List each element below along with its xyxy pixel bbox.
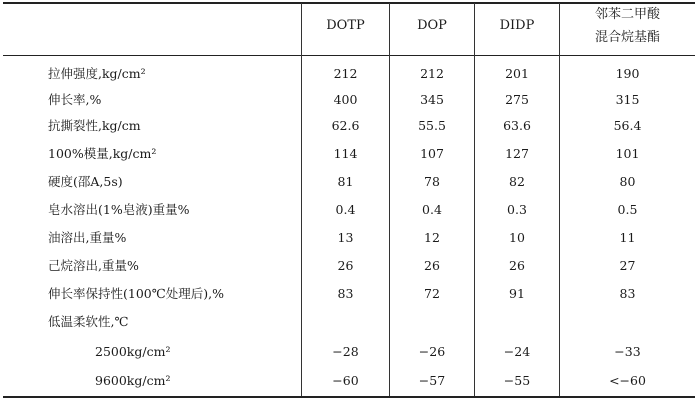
cell-dop: 55.5 <box>418 118 446 133</box>
cell-dop: 26 <box>424 258 440 273</box>
table-top-rule <box>3 2 695 4</box>
row-label: 硬度(邵A,5s) <box>48 174 123 189</box>
cell-didp: 127 <box>505 146 529 161</box>
column-header-mixed-alkyl-line1: 邻苯二甲酸 <box>594 7 660 22</box>
header-separator-rule <box>3 55 695 56</box>
cell-dop: −57 <box>418 373 446 388</box>
row-label: 皂水溶出(1%皂液)重量% <box>48 202 190 217</box>
cell-dotp: 0.4 <box>335 202 356 217</box>
cell-dop: 78 <box>424 174 440 189</box>
row-label: 低温柔软性,℃ <box>48 314 129 329</box>
cell-didp: 201 <box>505 66 529 81</box>
cell-dop: 212 <box>420 66 444 81</box>
cell-mixed-alkyl: 315 <box>615 92 640 107</box>
column-header-didp: DIDP <box>499 18 535 33</box>
cell-dop: 0.4 <box>422 202 442 217</box>
cell-mixed-alkyl: 0.5 <box>617 202 638 217</box>
cell-mixed-alkyl: 80 <box>619 174 636 189</box>
column-divider <box>389 3 390 396</box>
column-divider <box>559 3 560 396</box>
cell-mixed-alkyl: <−60 <box>609 373 646 388</box>
cell-dop: 107 <box>420 146 444 161</box>
row-label: 100%模量,kg/cm² <box>48 146 157 161</box>
cell-dotp: −28 <box>332 344 359 359</box>
cell-dotp: 83 <box>337 286 354 301</box>
row-label: 伸长率,% <box>48 92 102 107</box>
cell-didp: −55 <box>503 373 531 388</box>
cell-dotp: 13 <box>337 230 354 245</box>
cell-didp: 275 <box>505 92 529 107</box>
column-divider <box>474 3 475 396</box>
cell-didp: 82 <box>509 174 525 189</box>
column-header-dop: DOP <box>417 18 447 33</box>
cell-didp: 63.6 <box>503 118 531 133</box>
cell-mixed-alkyl: 56.4 <box>613 118 642 133</box>
row-label-sub: 9600kg/cm² <box>95 373 171 388</box>
cell-dotp: −60 <box>332 373 359 388</box>
table-bottom-rule <box>3 396 695 398</box>
cell-dop: 72 <box>424 286 440 301</box>
row-label: 拉伸强度,kg/cm² <box>48 66 146 81</box>
cell-mixed-alkyl: 11 <box>619 230 636 245</box>
cell-dotp: 26 <box>337 258 354 273</box>
cell-mixed-alkyl: 27 <box>619 258 636 273</box>
row-label: 伸长率保持性(100℃处理后),% <box>48 286 224 301</box>
row-label: 抗撕裂性,kg/cm <box>48 118 141 133</box>
cell-dop: −26 <box>418 344 446 359</box>
cell-dop: 12 <box>424 230 440 245</box>
cell-dotp: 400 <box>333 92 358 107</box>
cell-mixed-alkyl: 101 <box>615 146 640 161</box>
row-label: 己烷溶出,重量% <box>48 258 139 273</box>
cell-didp: 10 <box>509 230 525 245</box>
cell-mixed-alkyl: 83 <box>619 286 636 301</box>
cell-dotp: 81 <box>337 174 354 189</box>
cell-dotp: 212 <box>333 66 358 81</box>
cell-dotp: 62.6 <box>331 118 360 133</box>
cell-didp: 26 <box>509 258 525 273</box>
row-label: 油溶出,重量% <box>48 230 127 245</box>
cell-didp: −24 <box>503 344 531 359</box>
column-divider <box>301 3 302 396</box>
cell-dotp: 114 <box>333 146 358 161</box>
row-label-sub: 2500kg/cm² <box>95 344 171 359</box>
cell-didp: 91 <box>509 286 525 301</box>
column-header-mixed-alkyl-line2: 混合烷基酯 <box>594 30 660 45</box>
column-header-dotp: DOTP <box>326 18 365 33</box>
cell-mixed-alkyl: −33 <box>614 344 641 359</box>
cell-mixed-alkyl: 190 <box>615 66 640 81</box>
cell-dop: 345 <box>420 92 444 107</box>
cell-didp: 0.3 <box>507 202 527 217</box>
